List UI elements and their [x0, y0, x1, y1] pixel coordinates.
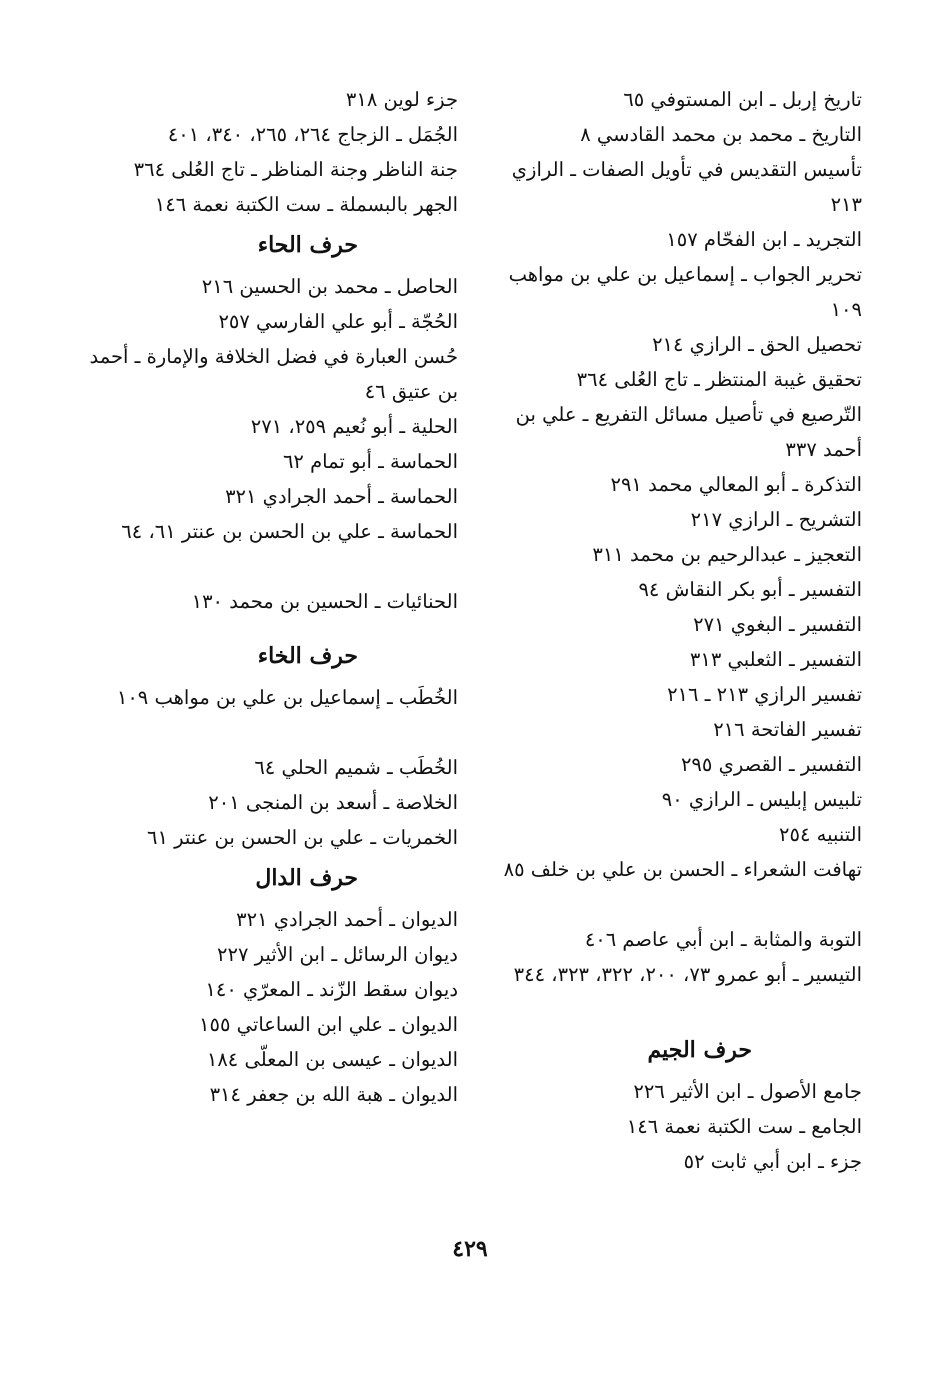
section-heading-kha: حرف الخاء: [257, 643, 358, 669]
section-heading-ha: حرف الحاء: [257, 232, 358, 258]
index-entry: التجريد ـ ابن الفحّام ١٥٧: [666, 228, 862, 251]
index-entry: الحماسة ـ علي بن الحسن بن عنتر ٦١، ٦٤: [121, 520, 458, 543]
index-entry: الخلاصة ـ أسعد بن المنجى ٢٠١: [208, 791, 458, 814]
page-number: ٤٢٩: [452, 1236, 488, 1262]
index-entry: الديوان ـ هبة الله بن جعفر ٣١٤: [209, 1083, 458, 1106]
index-entry: التفسير ـ الثعلبي ٣١٣: [689, 648, 862, 671]
index-entry: تهافت الشعراء ـ الحسن بن علي بن خلف ٨٥: [503, 858, 862, 881]
index-entry: التيسير ـ أبو عمرو ٧٣، ٢٠٠، ٣٢٢، ٣٢٣، ٣٤٤: [513, 963, 862, 986]
index-entry: الجُمَل ـ الزجاج ٢٦٤، ٢٦٥، ٣٤٠، ٤٠١: [167, 123, 458, 146]
index-entry: تحقيق غيبة المنتظر ـ تاج العُلى ٣٦٤: [576, 368, 862, 391]
index-entry: التفسير ـ البغوي ٢٧١: [693, 613, 862, 636]
index-entry: تلبيس إبليس ـ الرازي ٩٠: [661, 788, 862, 811]
section-heading-dal: حرف الدال: [255, 865, 358, 891]
index-entry: الجهر بالبسملة ـ ست الكتبة نعمة ١٤٦: [154, 193, 458, 216]
index-column-right: [502, 82, 862, 1179]
index-entry: التفسير ـ القصري ٢٩٥: [680, 753, 862, 776]
index-entry: الخُطَب ـ إسماعيل بن علي بن مواهب ١٠٩: [116, 686, 458, 709]
index-entry: حُسن العبارة في فضل الخلافة والإمارة ـ أحمد بن عتيق ٤٦: [89, 345, 458, 403]
index-entry: الحاصل ـ محمد بن الحسين ٢١٦: [201, 275, 458, 298]
index-entry: الحماسة ـ أبو تمام ٦٢: [282, 450, 458, 473]
index-entry: الحُجّة ـ أبو علي الفارسي ٢٥٧: [218, 310, 458, 333]
index-entry: تأسيس التقديس في تأويل الصفات ـ الرازي ٢١٣: [511, 158, 862, 216]
index-entry: جامع الأصول ـ ابن الأثير ٢٢٦: [633, 1080, 862, 1103]
index-column-left: [78, 82, 458, 1112]
section-heading-jim: حرف الجيم: [647, 1037, 752, 1063]
index-entry: الخُطَب ـ شميم الحلي ٦٤: [254, 756, 458, 779]
index-entry: الحماسة ـ أحمد الجرادي ٣٢١: [225, 485, 458, 508]
index-entry: ديوان سقط الزّند ـ المعرّي ١٤٠: [205, 978, 458, 1001]
index-entry: التوبة والمثابة ـ ابن أبي عاصم ٤٠٦: [584, 928, 862, 951]
index-entry: ديوان الرسائل ـ ابن الأثير ٢٢٧: [217, 943, 458, 966]
index-entry: الحنائيات ـ الحسين بن محمد ١٣٠: [191, 590, 458, 613]
index-entry: تحرير الجواب ـ إسماعيل بن علي بن مواهب ١٠٩: [508, 263, 862, 321]
index-entry: الحلية ـ أبو نُعيم ٢٥٩، ٢٧١: [250, 415, 458, 438]
index-entry: الجامع ـ ست الكتبة نعمة ١٤٦: [626, 1115, 862, 1138]
index-entry: الديوان ـ عيسى بن المعلّى ١٨٤: [206, 1048, 458, 1071]
index-entry: التشريح ـ الرازي ٢١٧: [690, 508, 862, 531]
index-entry: تحصيل الحق ـ الرازي ٢١٤: [652, 333, 862, 356]
index-entry: الديوان ـ علي ابن الساعاتي ١٥٥: [199, 1013, 458, 1036]
index-entry: تفسير الرازي ٢١٣ ـ ٢١٦: [667, 683, 862, 706]
index-entry: الديوان ـ أحمد الجرادي ٣٢١: [236, 908, 458, 931]
index-entry: جزء ـ ابن أبي ثابت ٥٢: [683, 1150, 862, 1173]
index-entry: التنبيه ٢٥٤: [779, 823, 862, 846]
index-entry: الخمريات ـ علي بن الحسن بن عنتر ٦١: [147, 826, 458, 849]
index-entry: التعجيز ـ عبدالرحيم بن محمد ٣١١: [592, 543, 862, 566]
index-entry: التفسير ـ أبو بكر النقاش ٩٤: [638, 578, 862, 601]
index-entry: جزء لوين ٣١٨: [345, 88, 458, 111]
index-entry: تاريخ إربل ـ ابن المستوفي ٦٥: [623, 88, 862, 111]
index-entry: التاريخ ـ محمد بن محمد القادسي ٨: [580, 123, 862, 146]
index-entry: التذكرة ـ أبو المعالي محمد ٢٩١: [610, 473, 862, 496]
index-entry: تفسير الفاتحة ٢١٦: [713, 718, 862, 741]
index-entry: التّرصيع في تأصيل مسائل التفريع ـ علي بن أحمد ٣٣٧: [515, 403, 862, 461]
index-entry: جنة الناظر وجنة المناظر ـ تاج العُلى ٣٦٤: [133, 158, 458, 181]
